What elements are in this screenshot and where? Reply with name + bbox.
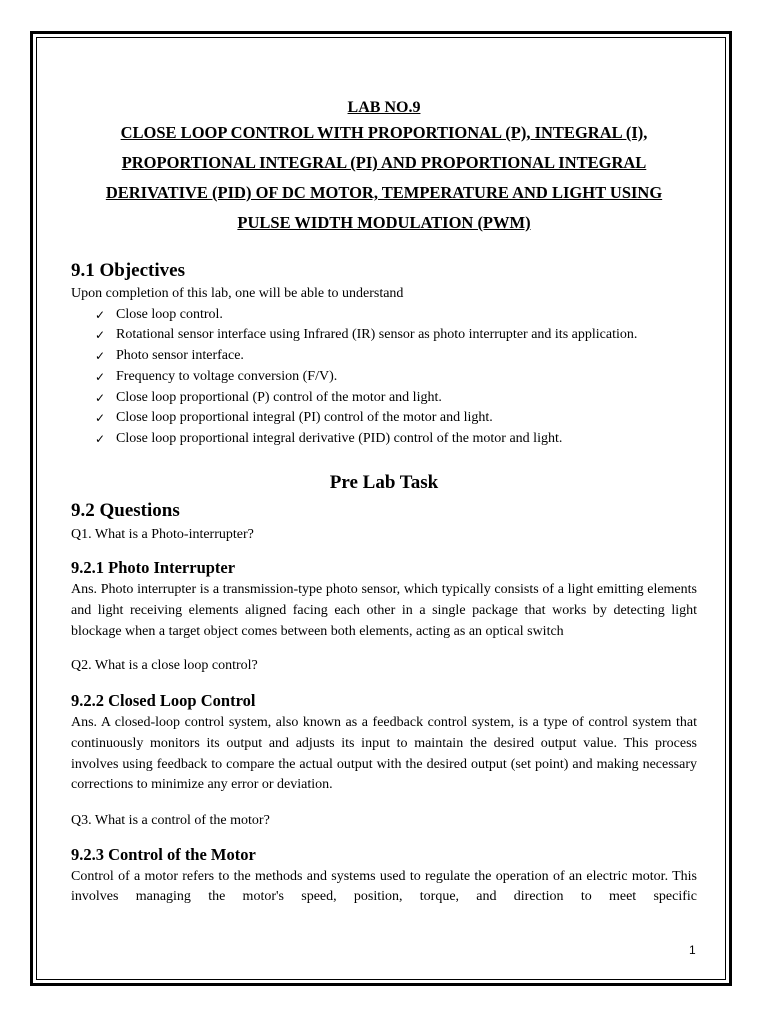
list-item: ✓ Close loop proportional (P) control of the motor and light. — [95, 388, 697, 409]
list-item: ✓ Photo sensor interface. — [95, 346, 697, 367]
objectives-list — [71, 305, 697, 450]
lab-title-line-3: DERIVATIVE (PID) OF DC MOTOR, TEMPERATURE AND LIGHT USING — [105, 183, 663, 202]
lab-number: LAB NO.9 — [347, 99, 421, 116]
list-item: ✓ Close loop proportional integral derivative (PID) control of the motor and light. — [95, 429, 697, 450]
motor-control-answer: Control of a motor refers to the methods and systems used to regulate the operation of an electric motor. This involves managing the motor's speed, position, torque, and direction to meet specific — [71, 868, 697, 905]
question-3: Q3. What is a control of the motor? — [71, 812, 270, 828]
document-body — [71, 97, 697, 908]
checkmark-icon: ✓ — [95, 369, 106, 384]
question-2: Q2. What is a close loop control? — [71, 658, 258, 674]
lab-title-line-1: CLOSE LOOP CONTROL WITH PROPORTIONAL (P), INTEGRAL (I), — [120, 123, 648, 142]
motor-control-heading: 9.2.3 Control of the Motor — [71, 844, 256, 864]
list-item: ✓ Frequency to voltage conversion (F/V). — [95, 367, 697, 388]
objectives-heading: 9.1 Objectives — [71, 260, 185, 281]
page-number: 1 — [689, 943, 696, 957]
list-item: ✓ Close loop control. — [95, 305, 697, 326]
checkmark-icon: ✓ — [95, 411, 106, 426]
checkmark-icon: ✓ — [95, 328, 106, 343]
lab-title-line-2: PROPORTIONAL INTEGRAL (PI) AND PROPORTIONAL INTEGRAL — [121, 153, 647, 172]
list-item: ✓ Rotational sensor interface using Infrared (IR) sensor as photo interrupter and its application. — [95, 325, 697, 346]
lab-title-line-4: PULSE WIDTH MODULATION (PWM) — [237, 213, 531, 232]
checkmark-icon: ✓ — [95, 307, 106, 322]
prelab-heading: Pre Lab Task — [329, 471, 439, 493]
objectives-intro: Upon completion of this lab, one will be able to understand — [71, 286, 404, 301]
title-block — [71, 97, 697, 239]
checkmark-icon: ✓ — [95, 390, 106, 405]
photo-interrupter-heading: 9.2.1 Photo Interrupter — [71, 558, 236, 578]
photo-interrupter-answer: Ans. Photo interrupter is a transmission-type photo sensor, which typically consists of a light emitting elements and light receiving elements aligned facing each other in a single package that works by detecting light blockage when a target object comes between both elements, acting as an optical switch — [71, 582, 697, 639]
checkmark-icon: ✓ — [95, 431, 106, 446]
list-item: ✓ Close loop proportional integral (PI) control of the motor and light. — [95, 408, 697, 429]
closed-loop-heading: 9.2.2 Closed Loop Control — [71, 691, 256, 711]
closed-loop-answer: Ans. A closed-loop control system, also known as a feedback control system, is a type of control system that continuously monitors its output and adjusts its input to maintain the desired output value. This process involves using feedback to compare the actual output with the desired output (set point) and making necessary corrections to minimize any error or deviation. — [71, 715, 697, 793]
checkmark-icon: ✓ — [95, 349, 106, 364]
questions-heading: 9.2 Questions — [71, 499, 180, 521]
question-1: Q1. What is a Photo-interrupter? — [71, 526, 254, 542]
